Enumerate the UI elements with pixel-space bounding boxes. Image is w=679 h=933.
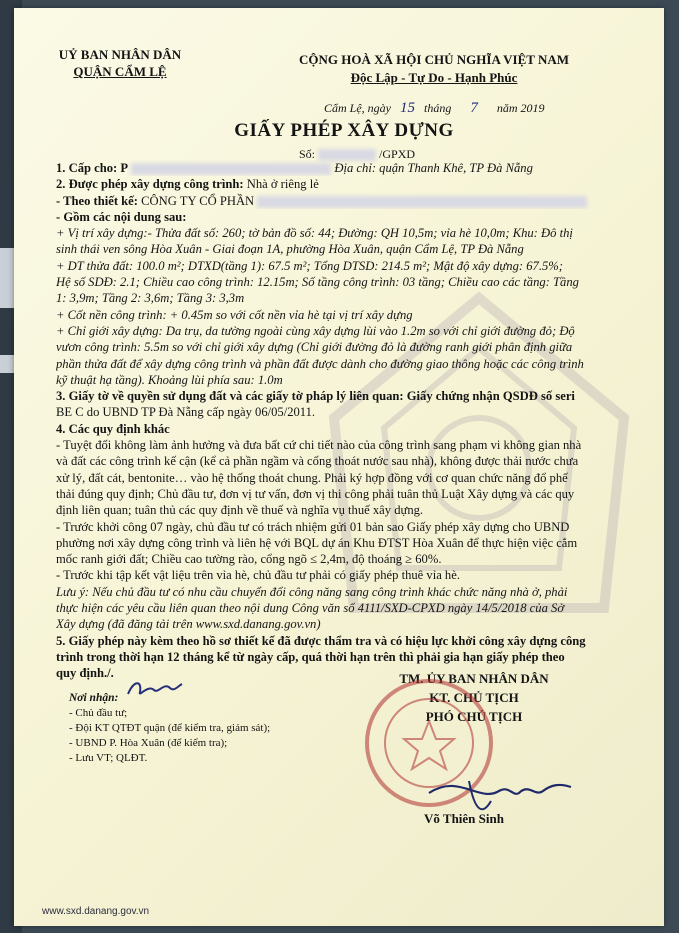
body-line-9: 1: 3,9m; Tầng 2: 3,6m; Tầng 3: 3,3m <box>56 291 245 306</box>
body-line-32: quy định./. <box>56 666 114 681</box>
sign-line2: KT. CHỦ TỊCH <box>429 690 519 705</box>
body-line-19: và đất các công trình kế cận (kể cả phần ngầm và cống thoát nước sau nhà), không được thải nước chưa <box>56 454 579 469</box>
national-motto <box>284 52 584 86</box>
sign-line3: PHÓ CHỦ TỊCH <box>425 709 523 724</box>
motto: Độc Lập - Tự Do - Hạnh Phúc <box>350 70 518 85</box>
body-line-25: mốc ranh giới đất; Chiều cao tường rào, cổng ngõ ≤ 2,4m, độ thoáng ≥ 60%. <box>56 552 442 567</box>
permit-document <box>14 8 664 926</box>
body-line-13: phần thửa đất để xây dựng công trình và phần đất được dành cho đường giao thông hoặc các công trình <box>56 356 584 371</box>
body-line-1: 1. Cấp cho: P Địa chỉ: quận Thanh Khê, TP Đà Nẵng <box>56 161 533 175</box>
document-title: GIẤY PHÉP XÂY DỰNG <box>234 120 454 141</box>
sign-line1: TM. ỦY BAN NHÂN DÂN <box>399 671 549 686</box>
recipient-3: - UBND P. Hòa Xuân (để kiểm tra); <box>69 737 228 749</box>
permit-body <box>56 160 646 682</box>
body-line-30: 5. Giấy phép này kèm theo hồ sơ thiết kế đã được thẩm tra và có hiệu lực khởi công xây dựng công <box>56 633 586 648</box>
recipients-title: Nơi nhận: <box>69 692 119 704</box>
permit-number-suffix: /GPXD <box>379 147 416 161</box>
recipient-1: - Chủ đầu tư; <box>69 707 128 719</box>
footer-url: www.sxd.danang.gov.vn <box>42 906 150 917</box>
date-month: 7 <box>470 100 478 116</box>
body-line-27: Lưu ý: Nếu chủ đầu tư có nhu cầu chuyển đổi công năng sang công trình khác chức năng nhà ở, phải <box>56 584 568 599</box>
country-name: CỘNG HOÀ XÃ HỘI CHỦ NGHĨA VIỆT NAM <box>298 52 570 67</box>
body-line-2: 2. Được phép xây dựng công trình: Nhà ở riêng lẻ <box>56 177 319 192</box>
signer-name: Võ Thiên Sinh <box>424 811 504 826</box>
body-line-23: - Trước khởi công 07 ngày, chủ đầu tư có trách nhiệm gửi 01 bản sao Giấy phép xây dựng cho UBND <box>56 519 570 534</box>
issuing-authority <box>50 46 190 80</box>
date-day: 15 <box>400 100 415 116</box>
body-line-12: vươn công trình: 5.5m so với chỉ giới xây dựng (Chỉ giới đường đỏ là đường ranh giới phân định giữa <box>56 340 573 355</box>
body-line-26: - Trước khi tập kết vật liệu trên vỉa hè, chủ đầu tư phải có giấy phép thuê vỉa hè. <box>56 568 460 583</box>
body-line-7: + DT thửa đất: 100.0 m²; DTXD(tầng 1): 67.5 m²; Tổng DTSD: 214.5 m²; Mật độ xây dựng: 67.5%; <box>56 258 563 273</box>
body-line-14: kỹ thuật hạ tầng). Khoảng lùi phía sau: 1.0m <box>56 372 283 387</box>
handwritten-signature <box>409 753 579 843</box>
body-line-3: - Theo thiết kế: CÔNG TY CỔ PHẦN <box>56 193 646 209</box>
recipient-2: - Đội KT QTĐT quận (để kiểm tra, giám sát); <box>69 722 271 734</box>
date-prefix: Cẩm Lệ, ngày <box>324 101 391 115</box>
body-line-15: 3. Giấy tờ về quyền sử dụng đất và các giấy tờ pháp lý liên quan: Giấy chứng nhận QSDĐ số seri <box>56 389 575 404</box>
body-line-20: xử lý, đất cát, bentonite… vào hệ thống thoát chung. Phải ký hợp đồng với cơ quan chức năng đổ phế <box>56 470 568 485</box>
date-month-label: tháng <box>424 101 452 115</box>
body-line-10: + Cốt nền công trình: + 0.45m so với cốt nền vỉa hè tại vị trí xây dựng <box>56 307 413 322</box>
body-line-8: Hệ số SDĐ: 2.1; Chiều cao công trình: 12.15m; Số tầng công trình: 03 tầng; Chiều cao các tầng: Tầng <box>56 275 579 290</box>
body-line-18: - Tuyệt đối không làm ảnh hưởng và đưa bất cứ chi tiết nào của công trình sang phạm vi không gian nhà <box>56 438 582 453</box>
body-line-11: + Chỉ giới xây dựng: Da trụ, da tường ngoài cùng xây dựng lùi vào 1.2m so với chỉ giới đường đỏ; Độ <box>56 323 575 338</box>
body-line-29: Xây dựng (đã đăng tải trên www.sxd.danang.gov.vn) <box>56 617 321 632</box>
body-line-5: + Vị trí xây dựng:- Thửa đất số: 260; tờ bản đồ số: 44; Đường: QH 10,5m; vỉa hè 10,0m; Khu: Đô thị <box>56 226 573 241</box>
body-line-16: BE C do UBND TP Đà Nẵng cấp ngày 06/05/2011. <box>56 405 316 420</box>
recipients-list <box>69 691 270 766</box>
body-line-22: định liên quan; tuân thủ các quy định về thuế và nghĩa vụ thuế xây dựng. <box>56 503 424 518</box>
recipient-4: - Lưu VT; QLĐT. <box>69 752 148 764</box>
body-line-21: thải đúng quy định; Chủ đầu tư, đơn vị tư vấn, đơn vị thi công phải tuân thủ Luật Xây dựng và các quy <box>56 486 575 501</box>
date-year: năm 2019 <box>496 101 545 115</box>
issue-date <box>324 100 545 117</box>
body-line-4: - Gồm các nội dung sau: <box>56 209 187 224</box>
body-line-28: thực hiện các yêu cầu liên quan theo nội dung Công văn số 4111/SXD-CPXD ngày 14/5/2018 của Sở <box>56 601 565 616</box>
body-line-6: sinh thái ven sông Hòa Xuân - Giai đoạn 1A, phường Hòa Xuân, quận Cẩm Lệ, TP Đà Nẵng <box>56 242 524 257</box>
authority-line1: UỶ BAN NHÂN DÂN <box>58 47 182 62</box>
authority-line2: QUẬN CẨM LỆ <box>73 64 167 79</box>
body-line-24: phường nơi xây dựng công trình và liên hệ với BQL dự án Khu ĐTST Hòa Xuân để thực hiện việc cắm <box>56 535 578 550</box>
permit-number-label: Số: <box>299 147 316 161</box>
body-line-17: 4. Các quy định khác <box>56 421 170 436</box>
body-line-31: trình trong thời hạn 12 tháng kể từ ngày cấp, quá thời hạn trên thì phải gia hạn giấy phép theo <box>56 649 565 664</box>
